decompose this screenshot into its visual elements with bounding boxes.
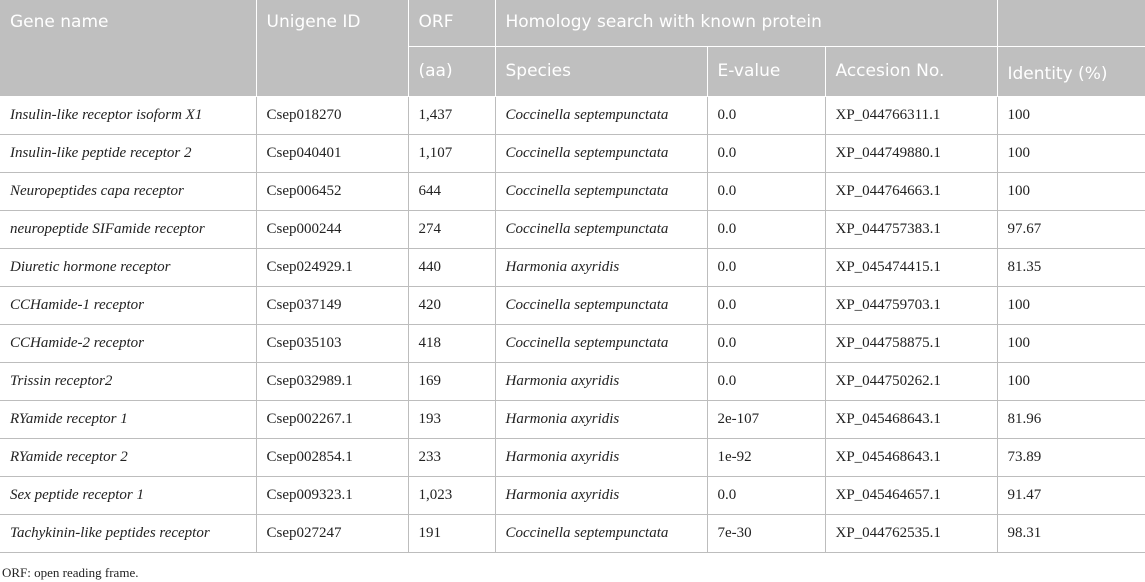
table-row xyxy=(0,134,1145,172)
cell-unigene-id: Csep040401 xyxy=(256,134,408,172)
cell-species: Harmonia axyridis xyxy=(495,362,707,400)
header-orf: ORF xyxy=(408,0,495,46)
cell-species: Harmonia axyridis xyxy=(495,438,707,476)
header-accession: Accesion No. xyxy=(825,46,997,96)
cell-gene-name: Sex peptide receptor 1 xyxy=(0,476,256,514)
cell-gene-name: Diuretic hormone receptor xyxy=(0,248,256,286)
cell-unigene-id: Csep002854.1 xyxy=(256,438,408,476)
cell-accession: XP_044749880.1 xyxy=(825,134,997,172)
cell-evalue: 0.0 xyxy=(707,324,825,362)
cell-gene-name: Insulin-like peptide receptor 2 xyxy=(0,134,256,172)
cell-gene-name: Trissin receptor2 xyxy=(0,362,256,400)
table-row xyxy=(0,96,1145,134)
cell-gene-name: Tachykinin-like peptides receptor xyxy=(0,514,256,552)
cell-gene-name: neuropeptide SIFamide receptor xyxy=(0,210,256,248)
cell-evalue: 0.0 xyxy=(707,134,825,172)
cell-species: Coccinella septempunctata xyxy=(495,172,707,210)
header-species: Species xyxy=(495,46,707,96)
cell-accession: XP_044766311.1 xyxy=(825,96,997,134)
cell-identity: 73.89 xyxy=(997,438,1145,476)
cell-unigene-id: Csep035103 xyxy=(256,324,408,362)
table-row xyxy=(0,476,1145,514)
cell-accession: XP_044759703.1 xyxy=(825,286,997,324)
cell-species: Harmonia axyridis xyxy=(495,248,707,286)
cell-orf: 191 xyxy=(408,514,495,552)
cell-evalue: 7e-30 xyxy=(707,514,825,552)
cell-gene-name: RYamide receptor 1 xyxy=(0,400,256,438)
cell-orf: 233 xyxy=(408,438,495,476)
cell-species: Coccinella septempunctata xyxy=(495,96,707,134)
cell-orf: 644 xyxy=(408,172,495,210)
cell-identity: 100 xyxy=(997,324,1145,362)
cell-accession: XP_045474415.1 xyxy=(825,248,997,286)
cell-unigene-id: Csep009323.1 xyxy=(256,476,408,514)
cell-identity: 97.67 xyxy=(997,210,1145,248)
table-row xyxy=(0,172,1145,210)
cell-orf: 1,107 xyxy=(408,134,495,172)
header-evalue: E-value xyxy=(707,46,825,96)
cell-accession: XP_045468643.1 xyxy=(825,400,997,438)
cell-accession: XP_044757383.1 xyxy=(825,210,997,248)
cell-accession: XP_044764663.1 xyxy=(825,172,997,210)
cell-orf: 1,023 xyxy=(408,476,495,514)
cell-unigene-id: Csep024929.1 xyxy=(256,248,408,286)
cell-evalue: 0.0 xyxy=(707,286,825,324)
cell-species: Harmonia axyridis xyxy=(495,476,707,514)
cell-orf: 420 xyxy=(408,286,495,324)
cell-gene-name: Insulin-like receptor isoform X1 xyxy=(0,96,256,134)
cell-unigene-id: Csep037149 xyxy=(256,286,408,324)
cell-gene-name: CCHamide-2 receptor xyxy=(0,324,256,362)
cell-accession: XP_045468643.1 xyxy=(825,438,997,476)
cell-unigene-id: Csep027247 xyxy=(256,514,408,552)
cell-species: Harmonia axyridis xyxy=(495,400,707,438)
cell-identity: 100 xyxy=(997,286,1145,324)
cell-identity: 98.31 xyxy=(997,514,1145,552)
cell-species: Coccinella septempunctata xyxy=(495,324,707,362)
cell-evalue: 0.0 xyxy=(707,96,825,134)
header-homology: Homology search with known protein xyxy=(495,0,997,46)
cell-evalue: 0.0 xyxy=(707,476,825,514)
cell-orf: 418 xyxy=(408,324,495,362)
cell-evalue: 0.0 xyxy=(707,248,825,286)
table-row xyxy=(0,324,1145,362)
table-row xyxy=(0,210,1145,248)
cell-orf: 440 xyxy=(408,248,495,286)
table-row xyxy=(0,400,1145,438)
cell-identity: 91.47 xyxy=(997,476,1145,514)
cell-accession: XP_044762535.1 xyxy=(825,514,997,552)
table-row xyxy=(0,248,1145,286)
cell-identity: 100 xyxy=(997,362,1145,400)
table-body xyxy=(0,96,1145,552)
cell-species: Coccinella septempunctata xyxy=(495,134,707,172)
cell-identity: 100 xyxy=(997,134,1145,172)
header-orf-unit: (aa) xyxy=(408,46,495,96)
cell-identity: 81.96 xyxy=(997,400,1145,438)
cell-evalue: 1e-92 xyxy=(707,438,825,476)
cell-identity: 100 xyxy=(997,96,1145,134)
cell-gene-name: CCHamide-1 receptor xyxy=(0,286,256,324)
cell-unigene-id: Csep018270 xyxy=(256,96,408,134)
cell-unigene-id: Csep000244 xyxy=(256,210,408,248)
cell-species: Coccinella septempunctata xyxy=(495,286,707,324)
cell-evalue: 0.0 xyxy=(707,210,825,248)
table-row xyxy=(0,362,1145,400)
cell-gene-name: Neuropeptides capa receptor xyxy=(0,172,256,210)
header-identity: Identity (%) xyxy=(997,46,1145,96)
cell-identity: 81.35 xyxy=(997,248,1145,286)
header-unigene-id: Unigene ID xyxy=(256,0,408,96)
table-row xyxy=(0,438,1145,476)
footnote: ORF: open reading frame. xyxy=(2,565,139,580)
cell-species: Coccinella septempunctata xyxy=(495,514,707,552)
header-identity-top xyxy=(997,0,1145,46)
header-gene-name: Gene name xyxy=(0,0,256,96)
cell-orf: 1,437 xyxy=(408,96,495,134)
cell-evalue: 2e-107 xyxy=(707,400,825,438)
table-header xyxy=(0,0,1145,96)
cell-unigene-id: Csep006452 xyxy=(256,172,408,210)
cell-species: Coccinella septempunctata xyxy=(495,210,707,248)
cell-orf: 169 xyxy=(408,362,495,400)
cell-unigene-id: Csep032989.1 xyxy=(256,362,408,400)
cell-evalue: 0.0 xyxy=(707,362,825,400)
cell-unigene-id: Csep002267.1 xyxy=(256,400,408,438)
cell-orf: 193 xyxy=(408,400,495,438)
cell-accession: XP_044758875.1 xyxy=(825,324,997,362)
cell-accession: XP_044750262.1 xyxy=(825,362,997,400)
cell-accession: XP_045464657.1 xyxy=(825,476,997,514)
table-row xyxy=(0,514,1145,552)
cell-identity: 100 xyxy=(997,172,1145,210)
table-row xyxy=(0,286,1145,324)
cell-orf: 274 xyxy=(408,210,495,248)
cell-evalue: 0.0 xyxy=(707,172,825,210)
cell-gene-name: RYamide receptor 2 xyxy=(0,438,256,476)
